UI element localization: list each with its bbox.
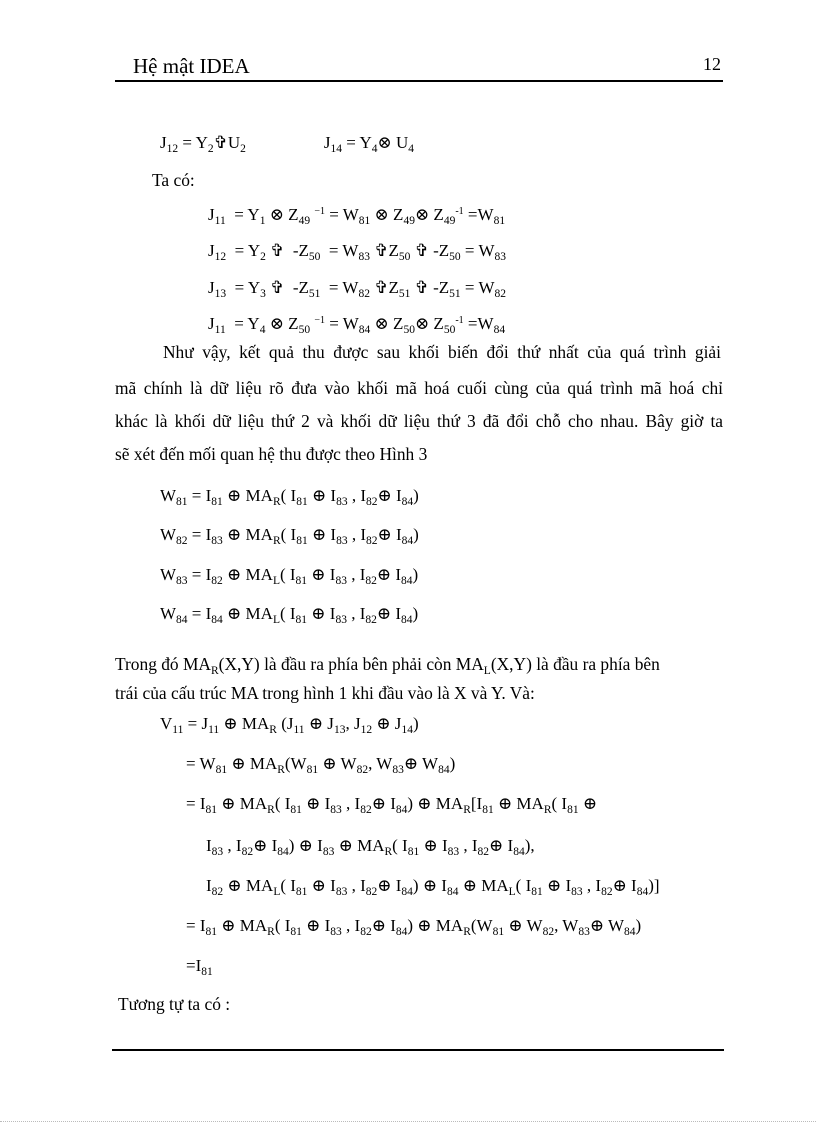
formula-v11-result: $=I_{81}$ bbox=[186, 956, 213, 978]
formula-v11-step2c: $I_{82}$ ⊕ $MA_L$( $I_{81}$ ⊕ $I_{83}$ , $I_{82}\oplus$ $I_{84}$) ⊕ $I_{84}$ ⊕ $MA_L$( $I_{81}$ ⊕ $I_{83}$ , $I_{82}\oplus$ $I_{84}$)] bbox=[206, 876, 660, 898]
ta-co-label: Ta có: bbox=[152, 170, 195, 190]
para1-line2: mã chính là dữ liệu rõ đưa vào khối mã hoá cuối cùng của quá trình mã hoá chỉ bbox=[115, 378, 723, 398]
footer-rule bbox=[112, 1049, 724, 1051]
header-rule bbox=[115, 80, 723, 82]
para2-line2: trái của cấu trúc MA trong hình 1 khi đầu vào là X và Y. Và: bbox=[115, 683, 535, 703]
formula-w84: $W_{84} = I_{84}$ ⊕ $MA_L$( $I_{81}$ ⊕ $I_{83}$ , $I_{82}\oplus$ $I_{84}$) bbox=[160, 604, 419, 626]
formula-w81: $W_{81} = I_{81}$ ⊕ $MA_R$( $I_{81}$ ⊕ $I_{83}$ , $I_{82}\oplus$ $I_{84}$) bbox=[160, 486, 419, 508]
formula-j12-j14: $J_{12}$ = $Y_2✞U_2$ $J_{14}$ = $Y_4\otimes$ $U_4$ bbox=[160, 133, 415, 155]
page-header bbox=[115, 50, 723, 80]
page-edge-divider bbox=[0, 1121, 816, 1122]
formula-v11: $V_{11} = J_{11}$ ⊕ $MA_R$ ($J_{11}$ ⊕ $J_{13}$, $J_{12}$ ⊕ $J_{14}$) bbox=[160, 714, 419, 736]
para1-line1: Như vậy, kết quả thu được sau khối biến đổi thứ nhất của quá trình giải bbox=[163, 342, 721, 362]
para1-line3: khác là khối dữ liệu thứ 2 và khối dữ liệu thứ 3 đã đổi chỗ cho nhau. Bây giờ ta bbox=[115, 411, 723, 431]
formula-v11-step3: = $I_{81}$ ⊕ $MA_R$( $I_{81}$ ⊕ $I_{83}$ , $I_{82}\oplus$ $I_{84}$) ⊕ $MA_R(W_{81}$ ⊕ $W_{82}$, $W_{83}\oplus$ $W_{84}$) bbox=[186, 916, 642, 938]
formula-j12: $J_{12} = Y_2$ ✞ $-Z_{50} = W_{83}$ $✞Z_{50}$ ✞ $-Z_{50} = W_{83}$ bbox=[208, 241, 506, 263]
formula-j11-b: $J_{11} = Y_4$ ⊗ $Z_{50}$ $^{-1} = W_{84}$ ⊗ $Z_{50}\otimes$ $Z_{50}^{-1} =W_{84}$ bbox=[208, 314, 506, 336]
formula-j13: $J_{13} = Y_3$ ✞ $-Z_{51} = W_{82}$ $✞Z_{51}$ ✞ $-Z_{51} = W_{82}$ bbox=[208, 278, 506, 300]
page-number: 12 bbox=[703, 54, 721, 74]
formula-v11-step2b: $I_{83}$ , $I_{82}\oplus$ $I_{84}$) ⊕ $I_{83}$ ⊕ $MA_R$( $I_{81}$ ⊕ $I_{83}$ , $I_{82}\oplus$ $I_{84}$), bbox=[206, 836, 535, 858]
formula-w83: $W_{83} = I_{82}$ ⊕ $MA_L$( $I_{81}$ ⊕ $I_{83}$ , $I_{82}\oplus$ $I_{84}$) bbox=[160, 565, 419, 587]
para2-line1: Trong đó $MA_R(X,Y)$ là đầu ra phía bên phải còn $MA_L(X,Y)$ là đầu ra phía bên bbox=[115, 654, 660, 677]
tuong-tu-label: Tương tự ta có : bbox=[118, 994, 231, 1014]
formula-w82: $W_{82} = I_{83}$ ⊕ $MA_R$( $I_{81}$ ⊕ $I_{83}$ , $I_{82}\oplus$ $I_{84}$) bbox=[160, 525, 419, 547]
header-title: Hệ mật IDEA bbox=[133, 54, 250, 78]
formula-j11-a: $J_{11} = Y_1$ ⊗ $Z_{49}$ $^{-1} = W_{81}$ ⊗ $Z_{49}\otimes$ $Z_{49}^{-1} =W_{81}$ bbox=[208, 205, 506, 227]
formula-v11-step1: = $W_{81}$ ⊕ $MA_R(W_{81}$ ⊕ $W_{82}$, $W_{83}\oplus$ $W_{84}$) bbox=[186, 754, 456, 776]
formula-v11-step2a: = $I_{81}$ ⊕ $MA_R$( $I_{81}$ ⊕ $I_{83}$ , $I_{82}\oplus$ $I_{84}$) ⊕ $MA_R[I_{81}$ ⊕ $MA_R$( $I_{81}$ ⊕ bbox=[186, 794, 598, 816]
para1-line4: sẽ xét đến mối quan hệ thu được theo Hình 3 bbox=[115, 444, 428, 464]
